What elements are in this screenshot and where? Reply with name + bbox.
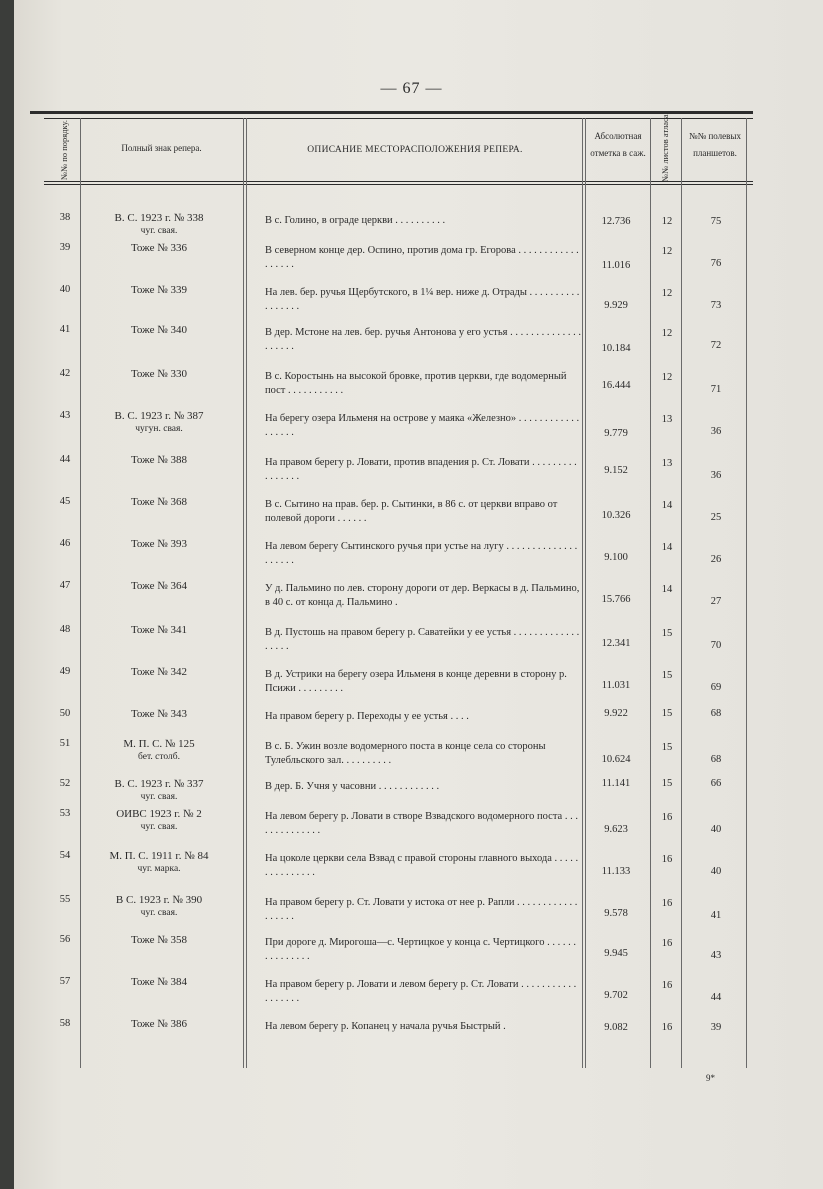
benchmark-mark	[84, 212, 234, 238]
benchmark-mark	[84, 808, 234, 834]
location-description: При дороге д. Мирогоша—с. Чертицкое у конца с. Чертицкого . . . . . . . . . . . . . . .	[265, 937, 576, 962]
elevation-value: 11.141	[601, 778, 631, 789]
elevation-value: 9.100	[604, 552, 628, 563]
row-number: 48	[59, 624, 71, 635]
location-description: В с. Голино, в ограде церкви . . . . . . . . . .	[265, 215, 446, 226]
col-divider-1	[80, 118, 81, 1068]
row-number: 45	[59, 496, 71, 507]
location-description: На берегу озера Ильменя на острове у маяка «Железно» . . . . . . . . . . . . . . . . . .	[265, 413, 580, 438]
benchmark-mark-line1: М. П. С. 1911 г. № 84	[109, 850, 209, 862]
field-plan-number: 73	[710, 300, 722, 311]
table-top-rule-thin	[44, 118, 753, 119]
field-plan-number: 27	[710, 596, 722, 607]
benchmark-mark	[84, 778, 234, 804]
elevation-value: 10.326	[601, 510, 631, 521]
elevation-value: 11.016	[601, 260, 631, 271]
benchmark-mark-line1: Тоже № 330	[131, 368, 187, 380]
row-number: 38	[59, 212, 71, 223]
benchmark-mark-line1: В. С. 1923 г. № 337	[114, 778, 204, 790]
location-description: В с. Сытино на прав. бер. р. Сытинки, в 86 с. от церкви вправо от полевой дороги . . . . . .	[265, 499, 558, 524]
location-description: В с. Коростынь на высокой бровке, против церкви, где водомерный пост . . . . . . . . . . .	[265, 371, 567, 396]
location-description: На левом берегу Сытинского ручья при устье на лугу . . . . . . . . . . . . . . . . . . . .	[265, 541, 578, 566]
benchmark-mark-line1: Тоже № 393	[131, 538, 187, 550]
elevation-value: 9.082	[604, 1022, 628, 1033]
benchmark-mark-line1: Тоже № 358	[131, 934, 187, 946]
header-plan: №№ полевых планшетов.	[689, 131, 741, 158]
benchmark-mark-line2: чуг. свая.	[140, 226, 178, 236]
location-description: На правом берегу р. Ловати и левом берегу р. Ст. Ловати . . . . . . . . . . . . . . . . . .	[265, 979, 577, 1004]
benchmark-mark	[84, 934, 234, 947]
benchmark-mark	[84, 976, 234, 989]
benchmark-mark	[84, 496, 234, 509]
atlas-sheet-number: 16	[661, 1022, 673, 1033]
location-description: У д. Пальмино по лев. сторону дороги от дер. Веркасы в д. Пальмино, в 40 с. от конца д. Пальмино .	[265, 583, 580, 608]
signature-mark: 9*	[706, 1073, 715, 1083]
header-elev: Абсолютная отметка в саж.	[590, 131, 646, 158]
row-number: 41	[59, 324, 71, 335]
atlas-sheet-number: 16	[661, 898, 673, 909]
field-plan-number: 41	[710, 910, 722, 921]
field-plan-number: 68	[710, 754, 722, 765]
row-number: 56	[59, 934, 71, 945]
benchmark-mark	[84, 850, 234, 876]
benchmark-mark	[84, 624, 234, 637]
location-description: На правом берегу р. Переходы у ее устья . . . .	[265, 711, 469, 722]
location-description: На правом берегу р. Ловати, против впадения р. Ст. Ловати . . . . . . . . . . . . . . . .	[265, 457, 577, 482]
elevation-value: 10.184	[601, 343, 631, 354]
location-description: На правом берегу р. Ст. Ловати у истока от нее р. Рапли . . . . . . . . . . . . . . . . . .	[265, 897, 578, 922]
elevation-value: 9.922	[604, 708, 628, 719]
benchmark-mark-line1: В. С. 1923 г. № 338	[114, 212, 204, 224]
atlas-sheet-number: 15	[661, 742, 673, 753]
row-number: 43	[59, 410, 71, 421]
benchmark-mark-line1: Тоже № 336	[131, 242, 187, 254]
elevation-value: 9.929	[604, 300, 628, 311]
benchmark-mark-line1: Тоже № 368	[131, 496, 187, 508]
field-plan-number: 25	[710, 512, 722, 523]
col-divider-4	[650, 118, 651, 1068]
field-plan-number: 36	[710, 426, 722, 437]
atlas-sheet-number: 12	[661, 288, 673, 299]
atlas-sheet-number: 15	[661, 708, 673, 719]
row-number: 51	[59, 738, 71, 749]
field-plan-number: 26	[710, 554, 722, 565]
header-num: №№ по порядку.	[59, 119, 69, 181]
field-plan-number: 76	[710, 258, 722, 269]
benchmark-mark	[84, 894, 234, 920]
elevation-value: 9.578	[604, 908, 628, 919]
atlas-sheet-number: 12	[661, 328, 673, 339]
benchmark-mark-line1: Тоже № 388	[131, 454, 187, 466]
benchmark-mark-line1: Тоже № 339	[131, 284, 187, 296]
col-divider-6	[746, 118, 747, 1068]
benchmark-mark	[84, 242, 234, 255]
location-description: На цоколе церкви села Взвад с правой стороны главного выхода . . . . . . . . . . . . . . .	[265, 853, 579, 878]
atlas-sheet-number: 16	[661, 854, 673, 865]
benchmark-mark-line1: Тоже № 343	[131, 708, 187, 720]
location-description: На левом берегу р. Ловати в створе Взвадского водомерного поста . . . . . . . . . . . . . .	[265, 811, 578, 836]
location-description: В дер. Мстоне на лев. бер. ручья Антонова у его устья . . . . . . . . . . . . . . . . . . . .	[265, 327, 581, 352]
elevation-value: 9.702	[604, 990, 628, 1001]
benchmark-mark-line2: бет. столб.	[138, 752, 180, 762]
elevation-value: 11.031	[601, 680, 631, 691]
atlas-sheet-number: 16	[661, 812, 673, 823]
location-description: В северном конце дер. Оспино, против дома гр. Егорова . . . . . . . . . . . . . . . . . .	[265, 245, 579, 270]
elevation-value: 9.152	[604, 465, 628, 476]
field-plan-number: 69	[710, 682, 722, 693]
benchmark-mark-line2: чуг. свая.	[140, 822, 178, 832]
benchmark-mark	[84, 284, 234, 297]
header-sheet: №№ листов атласа.	[660, 112, 670, 182]
header-bottom-rule-2	[44, 184, 753, 185]
field-plan-number: 40	[710, 866, 722, 877]
atlas-sheet-number: 15	[661, 628, 673, 639]
col-divider-5	[681, 118, 682, 1068]
field-plan-number: 71	[710, 384, 722, 395]
row-number: 49	[59, 666, 71, 677]
atlas-sheet-number: 13	[661, 458, 673, 469]
benchmark-mark	[84, 738, 234, 764]
field-plan-number: 68	[710, 708, 722, 719]
atlas-sheet-number: 13	[661, 414, 673, 425]
atlas-sheet-number: 16	[661, 980, 673, 991]
elevation-value: 12.341	[601, 638, 631, 649]
row-number: 46	[59, 538, 71, 549]
field-plan-number: 75	[710, 216, 722, 227]
field-plan-number: 40	[710, 824, 722, 835]
location-description: В д. Устрики на берегу озера Ильменя в конце деревни в сторону р. Псижи . . . . . . . . .	[265, 669, 567, 694]
field-plan-number: 66	[710, 778, 722, 789]
atlas-sheet-number: 14	[661, 584, 673, 595]
benchmark-mark	[84, 1018, 234, 1031]
field-plan-number: 70	[710, 640, 722, 651]
elevation-value: 9.945	[604, 948, 628, 959]
atlas-sheet-number: 14	[661, 500, 673, 511]
row-number: 44	[59, 454, 71, 465]
row-number: 52	[59, 778, 71, 789]
benchmark-mark-line2: чуг. марка.	[137, 864, 181, 874]
header-desc: ОПИСАНИЕ МЕСТОРАСПОЛОЖЕНИЯ РЕПЕРА.	[307, 145, 523, 155]
benchmark-mark	[84, 580, 234, 593]
elevation-value: 9.623	[604, 824, 628, 835]
row-number: 58	[59, 1018, 71, 1029]
elevation-value: 15.766	[601, 594, 631, 605]
col-divider-2b	[246, 118, 247, 1068]
benchmark-mark-line1: В. С. 1923 г. № 387	[114, 410, 204, 422]
benchmark-mark-line1: Тоже № 386	[131, 1018, 187, 1030]
atlas-sheet-number: 16	[661, 938, 673, 949]
benchmark-mark	[84, 368, 234, 381]
benchmark-mark	[84, 708, 234, 721]
row-number: 39	[59, 242, 71, 253]
elevation-value: 9.779	[604, 428, 628, 439]
row-number: 55	[59, 894, 71, 905]
benchmark-mark	[84, 538, 234, 551]
row-number: 42	[59, 368, 71, 379]
row-number: 47	[59, 580, 71, 591]
benchmark-mark-line1: Тоже № 341	[131, 624, 187, 636]
benchmark-mark-line1: Тоже № 342	[131, 666, 187, 678]
col-divider-2	[243, 118, 244, 1068]
field-plan-number: 44	[710, 992, 722, 1003]
benchmark-mark	[84, 666, 234, 679]
benchmark-mark-line1: Тоже № 340	[131, 324, 187, 336]
atlas-sheet-number: 14	[661, 542, 673, 553]
benchmark-mark-line1: Тоже № 364	[131, 580, 187, 592]
atlas-sheet-number: 15	[661, 778, 673, 789]
field-plan-number: 36	[710, 470, 722, 481]
row-number: 53	[59, 808, 71, 819]
location-description: В дер. Б. Учня у часовни . . . . . . . . . . . .	[265, 781, 440, 792]
header-mark: Полный знак репера.	[121, 143, 202, 153]
header-bottom-rule	[44, 181, 753, 182]
row-number: 57	[59, 976, 71, 987]
row-number: 40	[59, 284, 71, 295]
row-number: 54	[59, 850, 71, 861]
location-description: На левом берегу р. Копанец у начала ручья Быстрый .	[265, 1021, 506, 1032]
atlas-sheet-number: 12	[661, 372, 673, 383]
elevation-value: 11.133	[601, 866, 631, 877]
location-description: В д. Пустошь на правом берегу р. Саватейки у ее устья . . . . . . . . . . . . . . . . . .	[265, 627, 580, 652]
elevation-value: 10.624	[601, 754, 631, 765]
atlas-sheet-number: 12	[661, 216, 673, 227]
benchmark-mark	[84, 454, 234, 467]
benchmark-mark-line2: чугун. свая.	[135, 424, 183, 434]
benchmark-mark-line1: ОИВС 1923 г. № 2	[116, 808, 202, 820]
benchmark-mark	[84, 410, 234, 436]
benchmark-mark-line1: В С. 1923 г. № 390	[115, 894, 203, 906]
elevation-value: 12.736	[601, 216, 631, 227]
field-plan-number: 72	[710, 340, 722, 351]
table-top-rule	[30, 111, 753, 114]
benchmark-mark	[84, 324, 234, 337]
location-description: В с. Б. Ужин возле водомерного поста в конце села со стороны Тулебльского зал. . . . . . . . . .	[265, 741, 546, 766]
atlas-sheet-number: 12	[661, 246, 673, 257]
benchmark-mark-line2: чуг. свая.	[140, 792, 178, 802]
field-plan-number: 43	[710, 950, 722, 961]
field-plan-number: 39	[710, 1022, 722, 1033]
location-description: На лев. бер. ручья Щербутского, в 1¼ вер. ниже д. Отрады . . . . . . . . . . . . . . . . .	[265, 287, 580, 312]
benchmark-mark-line1: М. П. С. № 125	[123, 738, 195, 750]
benchmark-mark-line1: Тоже № 384	[131, 976, 187, 988]
page-number: — 67 —	[380, 80, 443, 97]
row-number: 50	[59, 708, 71, 719]
benchmark-mark-line2: чуг. свая.	[140, 908, 178, 918]
atlas-sheet-number: 15	[661, 670, 673, 681]
elevation-value: 16.444	[601, 380, 631, 391]
